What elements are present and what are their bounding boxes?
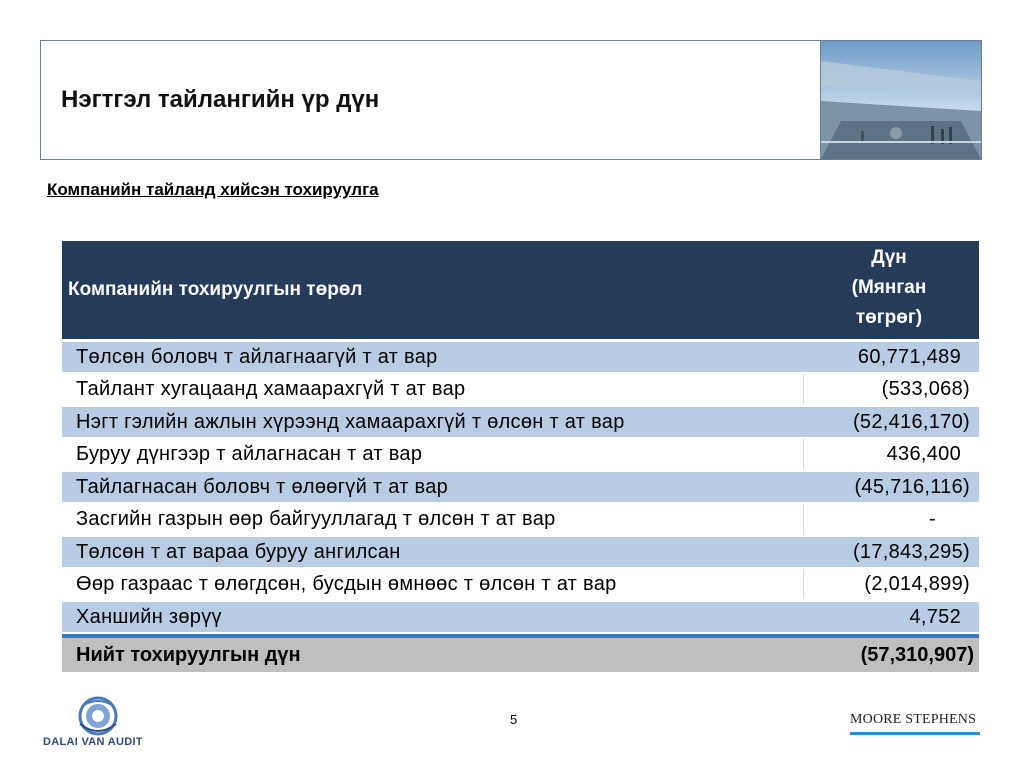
table-row [62, 342, 979, 372]
table-row [62, 504, 979, 534]
row-label: Төлсөн боловч т айлагнаагүй т ат вар [76, 345, 438, 368]
total-row [62, 638, 979, 672]
table-row [62, 537, 979, 567]
row-label: Нэгт гэлийн ажлын хүрээнд хамаарахгүй т өлсөн т ат вар [76, 410, 625, 433]
column-header-amount [828, 243, 950, 333]
row-label: Төлсөн т ат вараа буруу ангилсан [76, 540, 401, 563]
section-subtitle: Компанийн тайланд хийсэн тохируулга [47, 180, 379, 199]
row-value: (17,843,295) [852, 540, 970, 563]
wreath-emblem-icon [68, 694, 128, 736]
row-label: Ханшийн зөрүү [76, 605, 222, 628]
title-banner [40, 40, 982, 160]
total-label: Нийт тохируулгын дүн [76, 643, 301, 666]
table-header [62, 241, 979, 339]
amount-header-line3: төгрөг) [855, 307, 923, 328]
page-number: 5 [510, 712, 518, 727]
amount-header-line2: (Мянган [851, 277, 927, 298]
logo-underline [850, 732, 980, 735]
row-value: (52,416,170) [852, 410, 970, 433]
left-logo-text: DALAI VAN AUDIT [43, 736, 143, 748]
row-label: Өөр газраас т өлөгдсөн, бусдын өмнөөс т өлсөн т ат вар [62, 569, 800, 599]
total-value: (57,310,907) [860, 643, 974, 666]
row-label: Засгийн газрын өөр байгууллагад т өлсөн т ат вар [62, 504, 800, 534]
row-value: 4,752 [909, 605, 961, 628]
adjustments-table [62, 241, 979, 672]
table-row [62, 407, 979, 437]
table-row [62, 569, 979, 599]
table-row [62, 602, 979, 632]
table-row [62, 374, 979, 404]
row-value: 436,400 [803, 439, 979, 469]
dalai-van-audit-logo [40, 694, 160, 754]
amount-header-line1: Дүн [871, 247, 907, 268]
row-value: (2,014,899) [803, 569, 979, 599]
header-photo [820, 41, 981, 159]
row-value: (533,068) [803, 374, 979, 404]
row-label: Тайлагнасан боловч т өлөөгүй т ат вар [76, 475, 449, 498]
table-row [62, 439, 979, 469]
row-value: (45,716,116) [854, 475, 970, 498]
row-value: - [803, 504, 979, 534]
right-logo-text: MOORE STEPHENS [850, 712, 977, 727]
row-label: Тайлант хугацаанд хамаарахгүй т ат вар [62, 374, 800, 404]
page-title: Нэгтгэл тайлангийн үр дүн [61, 86, 380, 113]
moore-stephens-logo [850, 712, 982, 735]
row-label: Буруу дүнгээр т айлагнасан т ат вар [62, 439, 800, 469]
column-header-type: Компанийн тохируулгын төрөл [68, 279, 363, 300]
table-row [62, 472, 979, 502]
row-value: 60,771,489 [857, 345, 961, 368]
